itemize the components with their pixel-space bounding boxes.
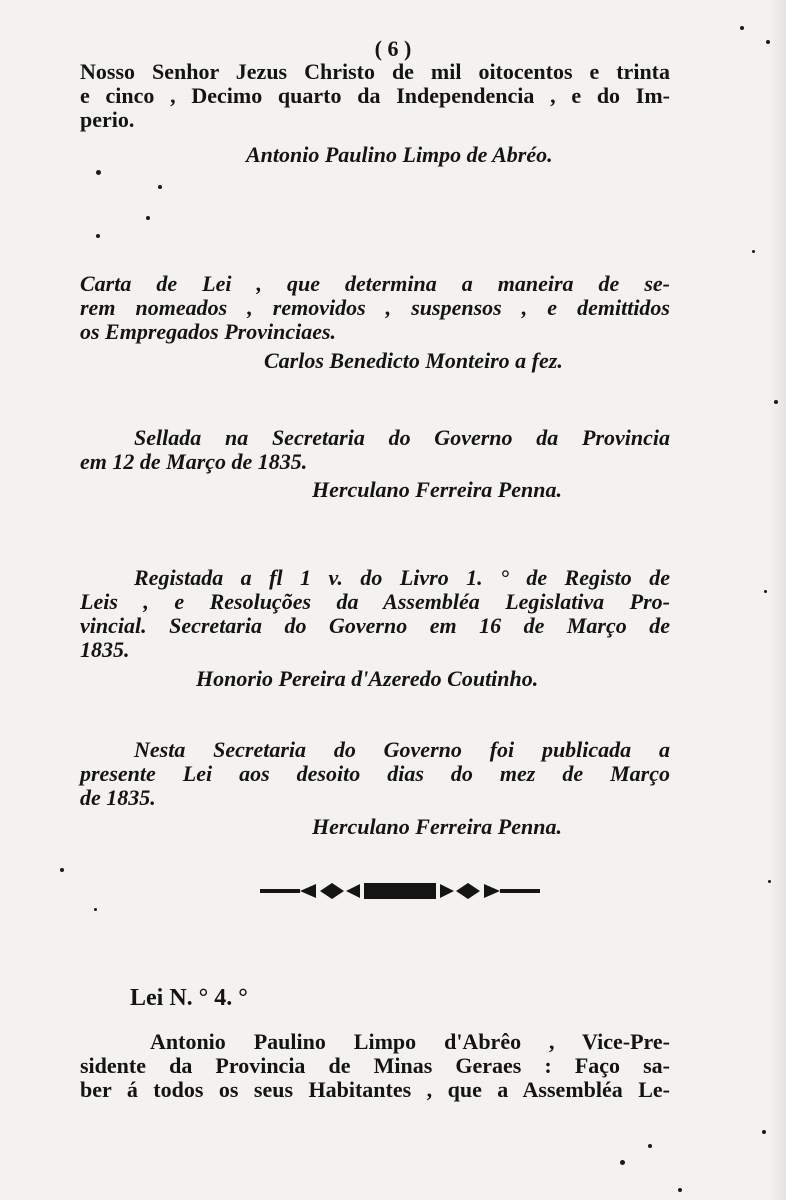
opening-paragraph: [80, 60, 670, 132]
typographic-ornament-icon: [260, 880, 540, 902]
opening-line-2: e cinco , Decimo quarto da Independencia , e do Im-: [80, 83, 670, 108]
ink-speck: [768, 880, 771, 883]
registada-line-1: Registada a fl 1 v. do Livro 1. ° de Registo de: [134, 565, 670, 590]
ink-speck: [764, 590, 767, 593]
page-number: ( 6 ): [374, 36, 412, 61]
registada-paragraph: [80, 566, 670, 662]
law-heading: Lei N. ° 4. °: [130, 985, 248, 1011]
ink-speck: [146, 216, 150, 220]
registada-signature: Honorio Pereira d'Azeredo Coutinho.: [196, 666, 539, 691]
sellada-paragraph: [80, 426, 670, 474]
ink-speck: [762, 1130, 766, 1134]
sellada-line-1: Sellada na Secretaria do Governo da Provincia: [134, 425, 670, 450]
registada-line-4: 1835.: [80, 637, 130, 662]
carta-line-1: Carta de Lei , que determina a maneira de se-: [80, 271, 670, 296]
ink-speck: [94, 908, 97, 911]
nesta-signature: Herculano Ferreira Penna.: [312, 814, 562, 839]
ink-speck: [766, 40, 770, 44]
law-paragraph: [80, 1030, 670, 1102]
carta-line-2: rem nomeados , removidos , suspensos , e demittidos: [80, 295, 670, 320]
law-line-3: ber á todos os seus Habitantes , que a Assembléa Le-: [80, 1077, 670, 1102]
sellada-line-2: em 12 de Março de 1835.: [80, 449, 308, 474]
nesta-paragraph: [80, 738, 670, 810]
carta-author-line: Carlos Benedicto Monteiro a fez.: [264, 348, 563, 373]
ink-speck: [620, 1160, 625, 1165]
ink-speck: [752, 250, 755, 253]
registada-line-3: vincial. Secretaria do Governo em 16 de Março de: [80, 613, 670, 638]
law-line-2: sidente da Provincia de Minas Geraes : Faço sa-: [80, 1053, 670, 1078]
carta-line-3: os Empregados Provinciaes.: [80, 319, 337, 344]
ink-speck: [774, 400, 778, 404]
registada-line-2: Leis , e Resoluções da Assembléa Legislativa Pro-: [80, 589, 670, 614]
carta-paragraph: [80, 272, 670, 344]
nesta-line-1: Nesta Secretaria do Governo foi publicada a: [134, 737, 670, 762]
ink-speck: [648, 1144, 652, 1148]
ink-speck: [158, 185, 162, 189]
nesta-line-3: de 1835.: [80, 785, 156, 810]
ink-speck: [678, 1188, 682, 1192]
nesta-line-2: presente Lei aos desoito dias do mez de Março: [80, 761, 670, 786]
law-line-1: Antonio Paulino Limpo d'Abrêo , Vice-Pre-: [150, 1029, 670, 1054]
opening-line-1: Nosso Senhor Jezus Christo de mil oitocentos e trinta: [80, 59, 670, 84]
ink-speck: [96, 170, 101, 175]
opening-signature: Antonio Paulino Limpo de Abréo.: [246, 142, 553, 167]
opening-line-3: perio.: [80, 107, 135, 132]
ink-speck: [96, 234, 100, 238]
sellada-signature: Herculano Ferreira Penna.: [312, 477, 562, 502]
ink-speck: [60, 868, 64, 872]
ink-speck: [740, 26, 744, 30]
page-edge-shadow: [768, 0, 786, 1200]
